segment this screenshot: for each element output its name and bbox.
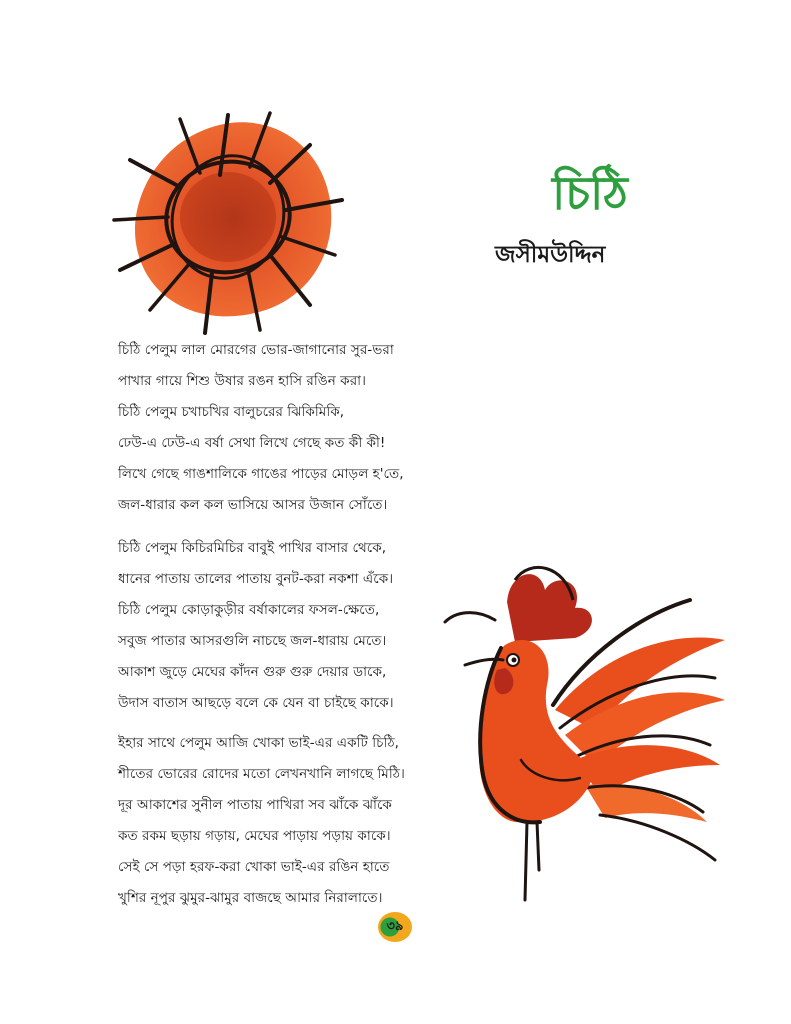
poem-line: সবুজ পাতার আসরগুলি নাচছে জল-ধারায় মেতে। bbox=[118, 633, 387, 649]
poem-stanza-3 bbox=[118, 728, 478, 914]
poem-title: চিঠি bbox=[552, 166, 628, 220]
poem-line: পাখার গায়ে শিশু উষার রঙন হাসি রঙিন করা। bbox=[118, 373, 366, 389]
poem-line: দূর আকাশের সুনীল পাতায় পাখিরা সব ঝাঁকে ঝাঁকে bbox=[118, 797, 392, 813]
rooster-illustration bbox=[435, 560, 735, 905]
rooster-tail bbox=[553, 600, 725, 860]
poem-line: চিঠি পেলুম কোড়াকুড়ীর বর্ষাকালের ফসল-ক্ষেতে, bbox=[118, 602, 380, 618]
poem-line: লিখে গেছে গাঙশালিকে গাঙের পাড়ের মোড়ল হ'তে, bbox=[118, 466, 404, 482]
poem-line: ইহার সাথে পেলুম আজি খোকা ভাই-এর একটি চিঠি, bbox=[118, 735, 399, 751]
poem-stanza-1 bbox=[118, 335, 478, 521]
poem-line: সেই সে পড়া হরফ-করা খোকা ভাই-এর রঙিন হাতে bbox=[118, 859, 390, 875]
poem-line: চিঠি পেলুম লাল মোরগের ভোর-জাগানোর সুর-ভরা bbox=[118, 342, 394, 358]
poem-line: উদাস বাতাস আছড়ে বলে কে যেন বা চাইছে কাকে। bbox=[118, 695, 394, 711]
poem-author: জসীমউদ্দিন bbox=[495, 242, 606, 268]
page-number-text: ৩৯ bbox=[386, 919, 404, 934]
poem-line: ঢেউ-এ ঢেউ-এ বর্ষা সেথা লিখে গেছে কত কী কী! bbox=[118, 435, 386, 451]
poem-line: চিঠি পেলুম কিচিরমিচির বাবুই পাখির বাসার থেকে, bbox=[118, 540, 387, 556]
poem-line: আকাশ জুড়ে মেঘের কাঁদন গুরু গুরু দেয়ার ডাকে, bbox=[118, 664, 387, 680]
page-number bbox=[378, 912, 412, 942]
poem-stanza-2 bbox=[118, 533, 478, 719]
poem-line: চিঠি পেলুম চখাচখির বালুচরের ঝিকিমিকি, bbox=[118, 404, 345, 420]
poem-line: কত রকম ছড়ায় গড়ায়, মেঘের পাড়ায় পড়ায় কাকে। bbox=[118, 828, 391, 844]
poem-line: শীতের ভোরের রোদের মতো লেখনখানি লাগছে মিঠি। bbox=[118, 766, 405, 782]
rooster-legs bbox=[525, 822, 539, 900]
sun-core bbox=[180, 172, 276, 262]
poem-line: জল-ধারার কল কল ভাসিয়ে আসর উজান সোঁতে। bbox=[118, 497, 388, 513]
rooster-comb bbox=[445, 567, 592, 642]
sun-illustration bbox=[110, 105, 350, 335]
poem-line: খুশির নূপুর ঝুমুর-ঝামুর বাজছে আমার নিরালাতে। bbox=[118, 890, 383, 906]
poem-line: ধানের পাতায় তালের পাতায় বুনট-করা নকশা এঁকে। bbox=[118, 571, 394, 587]
